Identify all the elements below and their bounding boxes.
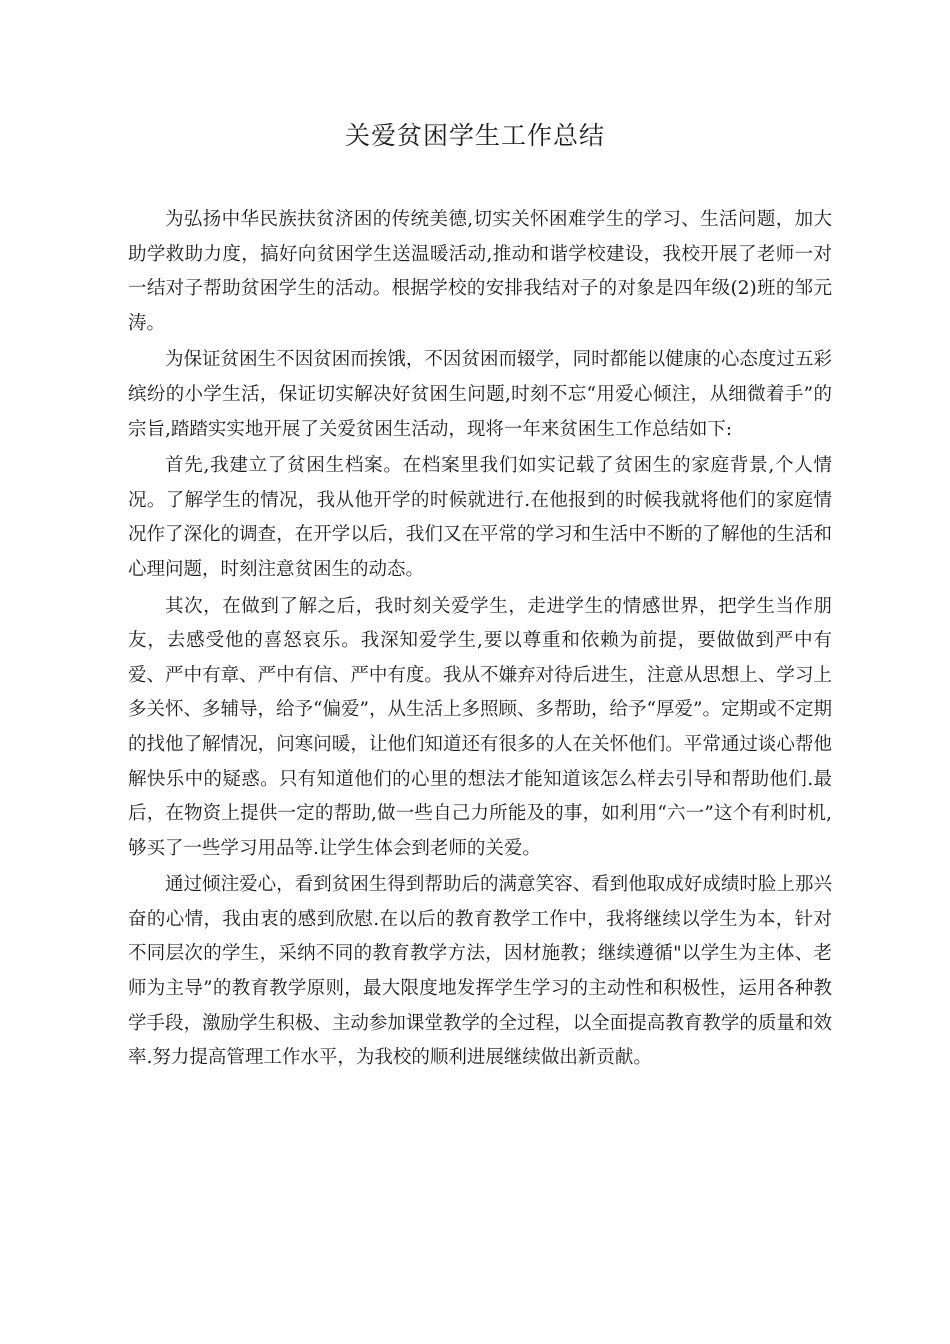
paragraph-4: 其次，在做到了解之后，我时刻关爱学生，走进学生的情感世界，把学生当作朋友，去感受他的喜怒哀乐。我深知爱学生,要以尊重和依赖为前提，要做做到严中有爱、严中有章、严中有信、严中有度。我从不嫌弃对待后进生，注意从思想上、学习上多关怀、多辅导，给予“偏爱”，从生活上多照顾、多帮助，给予“厚爱”。定期或不定期的找他了解情况，问寒问暖，让他们知道还有很多的人在关怀他们。平常通过谈心帮他解快乐中的疑惑。只有知道他们的心里的想法才能知道该怎么样去引导和帮助他们.最后，在物资上提供一定的帮助,做一些自己力所能及的事，如利用“六一”这个有利时机,够买了一些学习用品等.让学生体会到老师的关爱。 bbox=[128, 595, 832, 859]
paragraph-1: 为弘扬中华民族扶贫济困的传统美德,切实关怀困难学生的学习、生活问题，加大助学救助力度，搞好向贫困学生送温暖活动,推动和谐学校建设，我校开展了老师一对一结对子帮助贫困学生的活动。根据学校的安排我结对子的对象是四年级(2)班的邹元涛。 bbox=[128, 209, 832, 334]
paragraph-3: 首先,我建立了贫困生档案。在档案里我们如实记载了贫困生的家庭背景,个人情况。了解学生的情况，我从他开学的时候就进行.在他报到的时候我就将他们的家庭情况作了深化的调查，在开学以后，我们又在平常的学习和生活中不断的了解他的生活和心理问题，时刻注意贫困生的动态。 bbox=[128, 455, 832, 580]
document-title: 关爱贫困学生工作总结 bbox=[344, 121, 605, 150]
paragraph-2: 为保证贫困生不因贫困而挨饿，不因贫困而辍学，同时都能以健康的心态度过五彩缤纷的小学生活，保证切实解决好贫困生问题,时刻不忘“用爱心倾注，从细微着手”的宗旨,踏踏实实地开展了关爱贫困生活动，现将一年来贫困生工作总结如下: bbox=[128, 349, 832, 440]
paragraph-5: 通过倾注爱心，看到贫困生得到帮助后的满意笑容、看到他取成好成绩时脸上那兴奋的心情，我由衷的感到欣慰.在以后的教育教学工作中，我将继续以学生为本，针对不同层次的学生，采纳不同的教育教学方法，因材施教；继续遵循"以学生为主体、老师为主导”的教育教学原则，最大限度地发挥学生学习的主动性和积极性，运用各种教学手段，激励学生积极、主动参加课堂教学的全过程，以全面提高教育教学的质量和效率.努力提高管理工作水平，为我校的顺利进展继续做出新贡献。 bbox=[128, 874, 832, 1069]
document-body bbox=[128, 203, 832, 1078]
